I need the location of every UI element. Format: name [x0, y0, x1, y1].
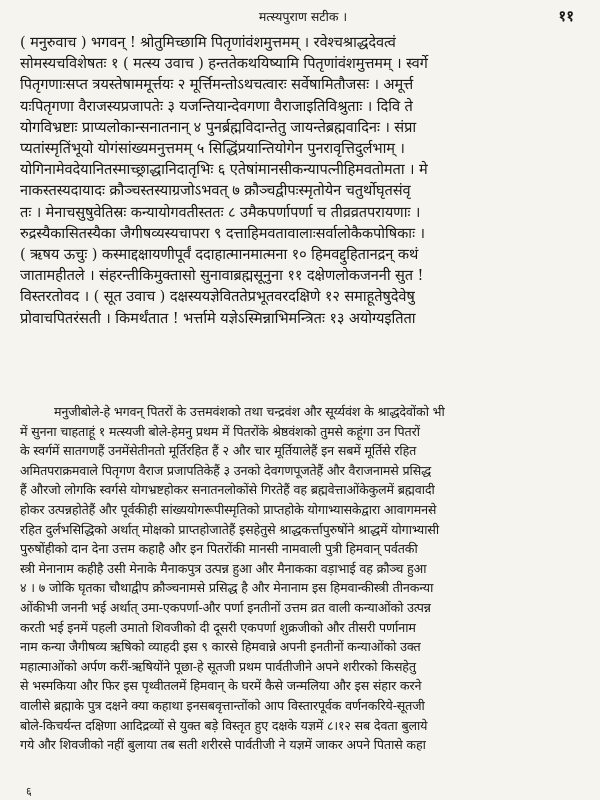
commentary-line: वालीसे ब्रह्माके पुत्र दक्षने क्या कहाथा इनसबवृत्तान्तोंको आप विस्तारपूर्वक वर्णनकरिये-सूतजी [20, 697, 425, 713]
commentary-line: हैं औरजो लोगकि स्वर्गसे योगभ्रष्टहोकर सनातनलोकोंसे गिरतेहैं वह ब्रह्मवेत्ताओंकेकुलमें ब्रह्मवादी [20, 482, 435, 498]
commentary-line: करती भई इनमें पहली उमातो शिवजीको दी दूसरी एकपर्णा शुक्रजीको और तीसरी पर्णानाम [20, 619, 416, 635]
verse-line: पितृगणाःसप्त त्रयस्तेषाममूर्त्तयः २ मूर्त्तिमन्तोऽथचत्वारः सर्वेषामितौजसः । अमूर्त्त [20, 76, 414, 94]
commentary-line: गये और शिवजीको नहीं बुलाया तब सती शरीरसे पार्वतीजी ने यज्ञमें जाकर अपने पितासे कहा [20, 737, 426, 753]
page-number: ११ [558, 7, 574, 25]
verse-line: प्रोवाचपितरंसती । किमर्थंतात ! भर्त्तामे यज्ञेऽस्मिन्नाभिमन्त्रितः १३ अयोग्यइतिता [20, 309, 416, 327]
verse-line: योगिनामेवदेयानितस्माच्छ्राद्धानिदातृभिः ६ एतेषांमानसीकन्यापत्नीहिमवतोमता । मे [20, 161, 428, 179]
verse-line: नाकस्तस्यदायादः क्रौञ्चस्तस्याग्रजोऽभवत् ७ क्रौञ्चद्वीपःस्मृतोयेन चतुर्थोघृतसंवृ [20, 182, 411, 200]
book-page [12, 0, 594, 800]
commentary-line: महात्माओंको अर्पण करीं-ऋषियोंने पूछा-हे सूतजी प्रथम पार्वतीजीने अपने शरीरको किसहेतु [20, 658, 416, 674]
commentary-line: स्त्री मेनानाम कहीहै उसी मेनाके मैनाकपुत्र उत्पन्न हुआ और मैनाकका वड़ाभाई वह क्रौञ्च हुआ [20, 560, 427, 576]
verse-line: जातामहीतले । संहरन्तीकिमुक्तासो सुनावाब्रह्मसूनुना ११ दक्षेणलोकजननी सुत ! [20, 267, 424, 285]
page-header [12, 0, 594, 30]
sanskrit-verses [20, 32, 584, 329]
verse-line: यःपितृगणा वैराजस्यप्रजापतेः ३ यजन्तियान्देवगणा वैराजाइतिविश्रुताः । दिवि ते [20, 97, 413, 115]
verse-line: योगविभ्रष्टाः प्राप्यलोकान्सनातनान् ४ पुनर्ब्रह्मविदान्तेतु जायन्तेब्रह्मवादिनः । संप्रा [20, 118, 417, 136]
verse-line: ( मनुरुवाच ) भगवन् ! श्रोतुमिच्छामि पितृणांवंशमुत्तमम् । रवेश्चश्राद्धदेवत्वं [20, 34, 396, 51]
commentary-line: से भस्मकिया और फिर इस पृथ्वीतलमें हिमवान् के घरमें कैसे जन्मलिया और इस संहार करने [20, 678, 422, 694]
verse-line: ( ऋषय ऊचुः ) कस्माद्दक्षायणीपूर्वं ददाहात्मानमात्मना १० हिमवद्दुहितानद्रन् कथं [20, 246, 419, 264]
verse-line: विस्तरतोवद । ( सूत उवाच ) दक्षस्ययज्ञेविततेप्रभूतवरदक्षिणे १२ समाहूतेषुदेवेषु [20, 288, 415, 306]
commentary-line: मनुजीबोले-हे भगवन् पितरों के उत्तमवंशको तथा चन्द्रवंश और सूर्य्यवंश के श्राद्धदेवोंको भी [54, 404, 445, 419]
verse-line: प्यतांस्मृतिंभूयो योगंसांख्यमनुत्तमम् ५ सिद्धिंप्रयान्तियोगेन पुनरावृत्तिदुर्लभाम् । [20, 140, 405, 158]
commentary-line: होकर उत्पन्नहोतेहैं और पूर्वकीही सांख्ययोगरूपीस्मृतिको प्राप्तहोके योगाभ्यासकेद्वारा आवागमनसे [20, 501, 437, 517]
commentary-line: नाम कन्या जैगीषव्य ऋषिको व्याहदी इस ९ कारसे हिमवान्ने अपनी इनतीनों कन्याओंको उक्त [20, 639, 421, 655]
commentary-line: में सुनना चाहताहूं १ मत्स्यजी बोले-हेमनु प्रथम में पितरोंके श्रेष्ठवंशको तुमसे कहूंगा उन पितरों [20, 423, 420, 439]
commentary-line: बोले-किचर्यन्त दक्षिणा आदिद्रव्यों से युक्त बड़े विस्तृत हुए दक्षके यज्ञमें ८।१२ सब देवता बुलाये [20, 717, 428, 733]
commentary-line: रहित दुर्लभसिद्धिको अर्थात् मोक्षको प्राप्तहोजातेहैं इसहेतुसे श्राद्धकर्त्तापुरुषोंने श्राद्धमें योगाभ्यासी [20, 521, 439, 537]
commentary-line: के स्वर्गमें सातगणहैं उनमेंसेतीनतो मूर्तिरहित हैं २ और चार मूर्तियालेहैं इन सबमें मूर्तिसे रहित [20, 443, 417, 459]
verse-line: रुद्रस्यैकासितस्यैका जैगीषव्यस्यचापरा ९ दत्ताहिमवतावालाःसर्वालोकैकपोषिकाः । [20, 224, 425, 242]
commentary-line: पुरुषोंहीको दान देना उत्तम कहाहै और इन पितरोंकी मानसी नामवाली पुत्री हिमवान् पर्वतकी [20, 541, 418, 557]
running-title: मत्स्यपुराण सटीक । [258, 9, 348, 24]
commentary-line: अमितपराक्रमवाले पितृगण वैराज प्रजापतिकेहैं ३ उनको देवगणपूजतेहैं और वैराजनामसे प्रसिद्ध [20, 462, 432, 478]
verse-line: सोमस्यचविशेषतः १ ( मत्स्य उवाच ) हन्ततेकथयिष्यामि पितृणांवंशमुत्तमम् । स्वर्गे [20, 55, 428, 73]
hindi-commentary [20, 402, 586, 755]
verse-line: तः । मेनाचसुषुवेतिस्रः कन्यायोगवतीस्ततः ८ उमैकपर्णापर्णा च तीव्रव्रतपरायणाः । [20, 203, 421, 221]
commentary-line: ओंकीभी जननी भई अर्थात् उमा-एकपर्णा-और पर्णा इनतीनों उत्तम व्रत वाली कन्याओंको उत्पन्न [20, 599, 431, 615]
commentary-line: ४ । ७ जोकि घृतका चौथाद्वीप क्रौञ्चनामसे प्रसिद्ध है और मेनानाम इस हिमवान्कीस्त्री तीनकन्या [20, 580, 434, 596]
signature-mark: ६ [26, 785, 32, 798]
